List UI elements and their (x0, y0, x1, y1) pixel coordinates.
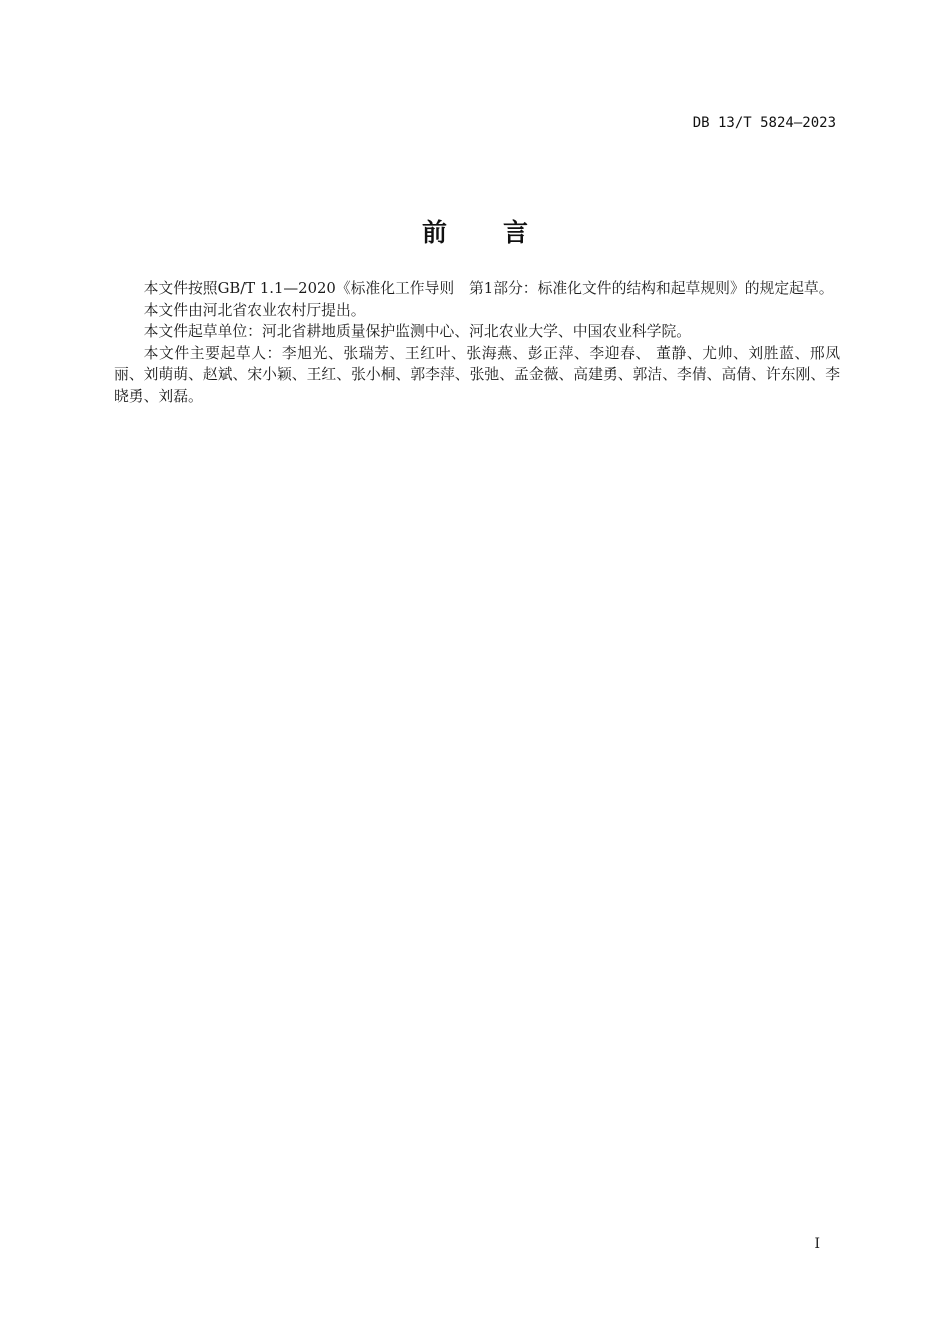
standard-code: DB 13/T 5824—2023 (692, 115, 836, 131)
paragraph-drafting-rules: 本文件按照GB/T 1.1—2020《标准化工作导则 第1部分：标准化文件的结构和起草规则》的规定起草。 (143, 280, 834, 297)
paragraph-drafters: 本文件主要起草人：李旭光、张瑞芳、王红叶、张海燕、彭正萍、李迎春、 董静、尤帅、刘胜蓝、邢凤丽、刘萌萌、赵斌、宋小颖、王红、张小桐、郭李萍、张弛、孟金薇、高建勇、郭洁、李倩、高倩、许东刚、李晓勇、刘磊。 (114, 344, 840, 405)
page-number: I (814, 1236, 820, 1252)
paragraph-proposer: 本文件由河北省农业农村厅提出。 (143, 301, 366, 319)
paragraph-drafting-units: 本文件起草单位：河北省耕地质量保护监测中心、河北农业大学、中国农业科学院。 (143, 323, 692, 340)
page-title: 前言 (421, 218, 584, 247)
foreword-content (114, 278, 840, 407)
